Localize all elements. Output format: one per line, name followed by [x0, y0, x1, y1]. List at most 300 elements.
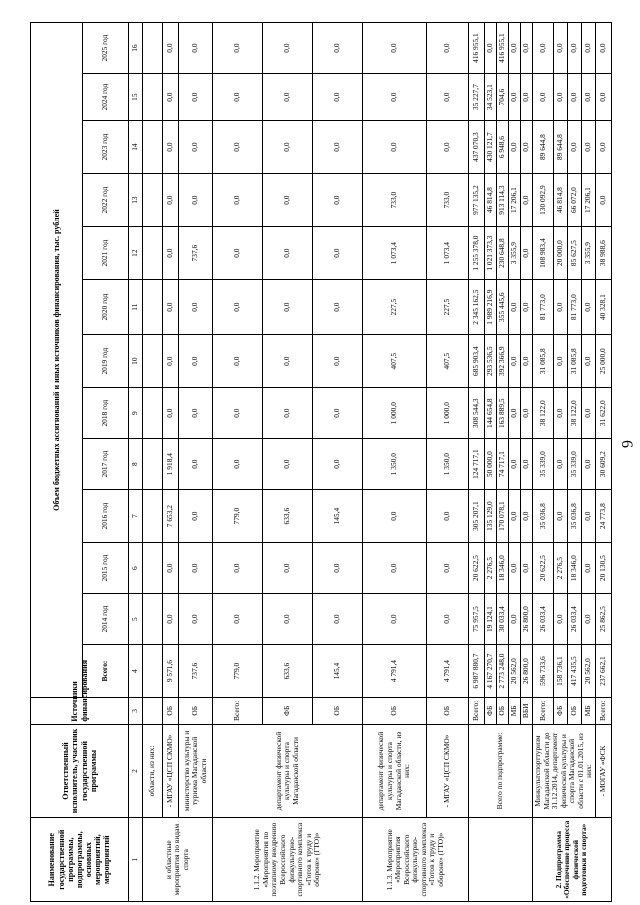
- table-row: [595, 23, 611, 902]
- row-executor-cell: Минкультспорттуризм Магаданской области до 31.12.2014, департамент физической культуры и спорта Магаданской области с 01.01.2015, из них:: [533, 724, 596, 818]
- row-name-cell: [469, 818, 533, 902]
- row-year-cell: 20 130,5: [595, 543, 611, 594]
- row-year-cell: 0,0: [163, 74, 179, 121]
- row-year-cell: 0,0: [509, 490, 521, 543]
- row-year-cell: 685 903,4: [469, 335, 485, 388]
- row-year-cell: 0,0: [179, 174, 213, 227]
- row-year-cell: 0,0: [509, 335, 521, 388]
- row-executor-cell: - МГАУ «ЦСП СКМО»: [427, 724, 469, 818]
- row-year-cell: 74 717,1: [497, 439, 509, 490]
- row-year-cell: 0,0: [363, 594, 427, 645]
- column-index: 8: [129, 439, 143, 490]
- row-year-cell: 0,0: [363, 121, 427, 174]
- row-year-cell: 0,0: [179, 74, 213, 121]
- row-source-cell: ОБ: [179, 698, 213, 725]
- row-total-cell: 237 662,1: [595, 645, 611, 698]
- header-funding: Объем бюджетных ассигнований и иных источников финансирования, тыс. рублей: [31, 23, 83, 698]
- row-year-cell: 0,0: [179, 388, 213, 439]
- table-row: [163, 23, 179, 902]
- row-year-cell: 0,0: [553, 335, 567, 388]
- row-total-cell: 26 800,0: [521, 645, 533, 698]
- row-source-cell: ОБ: [427, 698, 469, 725]
- row-year-cell: 0,0: [179, 439, 213, 490]
- header-year: 2019 год: [83, 335, 129, 388]
- row-year-cell: 355 445,6: [497, 280, 509, 335]
- row-year-cell: 0,0: [213, 335, 263, 388]
- column-index: 10: [129, 335, 143, 388]
- row-source-cell: ОБ: [363, 698, 427, 725]
- row-total-cell: 417 435,5: [567, 645, 581, 698]
- row-year-cell: 6 948,6: [497, 121, 509, 174]
- row-year-cell: 0,0: [263, 121, 313, 174]
- row-year-cell: 66 072,0: [567, 174, 581, 227]
- header-year: 2022 год: [83, 174, 129, 227]
- row-year-cell: 0,0: [213, 174, 263, 227]
- row-total-cell: 20 562,0: [581, 645, 595, 698]
- column-index: 4: [129, 645, 143, 698]
- row-year-cell: 0,0: [553, 23, 567, 74]
- row-year-cell: 1 000,0: [363, 388, 427, 439]
- row-year-cell: 0,0: [521, 227, 533, 280]
- row-year-cell: 0,0: [595, 121, 611, 174]
- column-index: 7: [129, 490, 143, 543]
- row-executor-cell: министерство культуры и туризма Магаданской области: [179, 724, 213, 818]
- row-year-cell: 0,0: [213, 23, 263, 74]
- row-year-cell: 0,0: [179, 594, 213, 645]
- row-year-cell: 0,0: [263, 388, 313, 439]
- funding-table: [30, 22, 612, 902]
- row-year-cell: 0,0: [553, 74, 567, 121]
- row-year-cell: 31 085,8: [567, 335, 581, 388]
- row-year-cell: 145,4: [313, 490, 363, 543]
- row-total-cell: 2 773 248,0: [497, 645, 509, 698]
- row-year-cell: 0,0: [263, 280, 313, 335]
- row-year-cell: 0,0: [163, 335, 179, 388]
- row-year-cell: 0,0: [521, 121, 533, 174]
- row-source-cell: Всего:: [469, 698, 485, 725]
- row-executor-cell: Всего по подпрограмме:: [469, 724, 533, 818]
- row-year-cell: 0,0: [567, 74, 581, 121]
- row-total-cell: 20 562,0: [509, 645, 521, 698]
- row-year-cell: 0,0: [363, 74, 427, 121]
- row-year-cell: 0,0: [581, 23, 595, 74]
- row-year-cell: 1 000,0: [427, 388, 469, 439]
- row-year-cell: 0,0: [263, 227, 313, 280]
- row-year-cell: 0,0: [163, 280, 179, 335]
- row-year-cell: 0,0: [427, 543, 469, 594]
- row-year-cell: 26 800,0: [521, 594, 533, 645]
- column-index: 2: [129, 724, 143, 818]
- row-source-cell: ОБ: [163, 698, 179, 725]
- row-total-cell: 4 791,4: [363, 645, 427, 698]
- row-year-cell: 0,0: [263, 74, 313, 121]
- header-total: Всего:: [83, 645, 129, 698]
- row-year-cell: 308 544,3: [469, 388, 485, 439]
- row-year-cell: 38 988,6: [595, 227, 611, 280]
- row-year-cell: 35 227,7: [469, 74, 485, 121]
- row-year-cell: 20 622,5: [469, 543, 485, 594]
- row-year-cell: 0,0: [581, 74, 595, 121]
- row-year-cell: [143, 439, 163, 490]
- row-year-cell: 1 021 373,3: [485, 227, 497, 280]
- table-row: [427, 23, 469, 902]
- row-executor-cell: департамент физической культуры и спорта Магаданской области, из них:: [363, 724, 427, 818]
- row-year-cell: 779,0: [213, 490, 263, 543]
- row-year-cell: 0,0: [213, 543, 263, 594]
- row-year-cell: 19 124,1: [485, 594, 497, 645]
- row-year-cell: 0,0: [581, 439, 595, 490]
- row-year-cell: 0,0: [553, 490, 567, 543]
- row-year-cell: 34 523,1: [485, 74, 497, 121]
- row-year-cell: 38 122,0: [567, 388, 581, 439]
- row-year-cell: 85 627,5: [567, 227, 581, 280]
- row-year-cell: 81 773,0: [533, 280, 554, 335]
- column-index: 5: [129, 594, 143, 645]
- row-year-cell: 0,0: [179, 543, 213, 594]
- header-year: 2024 год: [83, 74, 129, 121]
- row-source-cell: [143, 698, 163, 725]
- row-year-cell: 733,0: [427, 174, 469, 227]
- row-year-cell: 0,0: [567, 121, 581, 174]
- row-year-cell: 0,0: [553, 280, 567, 335]
- row-year-cell: 0,0: [263, 594, 313, 645]
- header-year: 2016 год: [83, 490, 129, 543]
- row-year-cell: [143, 335, 163, 388]
- row-year-cell: 230 648,8: [497, 227, 509, 280]
- row-year-cell: 0,0: [179, 121, 213, 174]
- row-year-cell: [143, 594, 163, 645]
- header-year: 2014 год: [83, 594, 129, 645]
- row-total-cell: 158 736,1: [553, 645, 567, 698]
- row-year-cell: 0,0: [163, 174, 179, 227]
- row-year-cell: 0,0: [313, 439, 363, 490]
- row-year-cell: 0,0: [427, 74, 469, 121]
- row-year-cell: 305 207,1: [469, 490, 485, 543]
- table-row: [213, 23, 263, 902]
- row-year-cell: 20 622,5: [533, 543, 554, 594]
- row-year-cell: 0,0: [163, 23, 179, 74]
- table-row: [179, 23, 213, 902]
- row-year-cell: [143, 227, 163, 280]
- row-year-cell: 0,0: [509, 594, 521, 645]
- row-year-cell: 0,0: [313, 174, 363, 227]
- row-year-cell: 633,6: [263, 490, 313, 543]
- column-index: 9: [129, 388, 143, 439]
- row-year-cell: 0,0: [313, 280, 363, 335]
- row-year-cell: 0,0: [363, 490, 427, 543]
- row-year-cell: 170 078,1: [497, 490, 509, 543]
- row-year-cell: 977 135,2: [469, 174, 485, 227]
- rotated-table-wrapper: [30, 22, 607, 902]
- row-year-cell: 0,0: [427, 121, 469, 174]
- table-row: [469, 23, 485, 902]
- row-total-cell: 9 571,6: [163, 645, 179, 698]
- row-year-cell: 0,0: [263, 439, 313, 490]
- row-year-cell: 227,5: [363, 280, 427, 335]
- row-year-cell: 31 085,8: [533, 335, 554, 388]
- row-year-cell: 144 654,8: [485, 388, 497, 439]
- header-year: 2025 год: [83, 23, 129, 74]
- row-year-cell: 0,0: [179, 490, 213, 543]
- page-number: 6: [618, 440, 635, 448]
- row-year-cell: 35 339,0: [533, 439, 554, 490]
- row-year-cell: 0,0: [509, 543, 521, 594]
- row-year-cell: 392 366,9: [497, 335, 509, 388]
- row-year-cell: 130 092,9: [533, 174, 554, 227]
- row-total-cell: 779,0: [213, 645, 263, 698]
- row-year-cell: 0,0: [485, 23, 497, 74]
- row-year-cell: 0,0: [163, 388, 179, 439]
- row-year-cell: 704,6: [497, 74, 509, 121]
- header-source: Источники финансирования: [31, 698, 129, 725]
- row-year-cell: 0,0: [313, 74, 363, 121]
- row-total-cell: 4 791,4: [427, 645, 469, 698]
- row-year-cell: 3 355,9: [581, 227, 595, 280]
- row-executor-cell: - МГАУ «ЦСП СКМО»: [163, 724, 179, 818]
- row-year-cell: 135 129,0: [485, 490, 497, 543]
- row-year-cell: 0,0: [263, 335, 313, 388]
- row-year-cell: 0,0: [313, 23, 363, 74]
- row-year-cell: [143, 490, 163, 543]
- row-year-cell: 0,0: [363, 543, 427, 594]
- row-year-cell: 0,0: [363, 23, 427, 74]
- row-year-cell: 0,0: [179, 23, 213, 74]
- row-year-cell: 293 536,5: [485, 335, 497, 388]
- row-year-cell: 0,0: [581, 388, 595, 439]
- row-year-cell: 1 918,4: [163, 439, 179, 490]
- row-year-cell: 0,0: [553, 439, 567, 490]
- row-year-cell: 430 121,7: [485, 121, 497, 174]
- column-index: 6: [129, 543, 143, 594]
- row-year-cell: 1 989 216,9: [485, 280, 497, 335]
- row-year-cell: 0,0: [509, 280, 521, 335]
- row-year-cell: 81 773,0: [567, 280, 581, 335]
- row-year-cell: 0,0: [553, 594, 567, 645]
- row-source-cell: Всего:: [533, 698, 554, 725]
- row-year-cell: 0,0: [521, 280, 533, 335]
- column-index: 3: [129, 698, 143, 725]
- row-year-cell: [143, 280, 163, 335]
- row-year-cell: 0,0: [313, 388, 363, 439]
- row-year-cell: 0,0: [427, 23, 469, 74]
- row-year-cell: 407,5: [427, 335, 469, 388]
- row-year-cell: 0,0: [263, 174, 313, 227]
- row-year-cell: 163 889,5: [497, 388, 509, 439]
- row-year-cell: 7 653,2: [163, 490, 179, 543]
- row-year-cell: 733,0: [363, 174, 427, 227]
- row-year-cell: 0,0: [521, 490, 533, 543]
- header-year: 2021 год: [83, 227, 129, 280]
- row-source-cell: ОБ: [313, 698, 363, 725]
- row-year-cell: 0,0: [509, 121, 521, 174]
- row-year-cell: [143, 121, 163, 174]
- row-year-cell: 0,0: [521, 74, 533, 121]
- row-year-cell: 124 717,1: [469, 439, 485, 490]
- row-year-cell: 0,0: [213, 74, 263, 121]
- column-index: 12: [129, 227, 143, 280]
- row-year-cell: 0,0: [213, 280, 263, 335]
- row-year-cell: 0,0: [263, 543, 313, 594]
- row-year-cell: 0,0: [521, 439, 533, 490]
- column-index: 11: [129, 280, 143, 335]
- row-name-cell: и областные мероприятия по видам спорта: [143, 818, 213, 902]
- row-year-cell: 2 276,5: [485, 543, 497, 594]
- row-year-cell: 46 814,8: [553, 174, 567, 227]
- row-year-cell: 0,0: [581, 594, 595, 645]
- row-year-cell: 30 609,2: [595, 439, 611, 490]
- column-index: 16: [129, 23, 143, 74]
- row-year-cell: 1 073,4: [363, 227, 427, 280]
- row-total-cell: 6 987 880,7: [469, 645, 485, 698]
- header-year: 2018 год: [83, 388, 129, 439]
- row-year-cell: 913 114,3: [497, 174, 509, 227]
- row-year-cell: 25 000,0: [595, 335, 611, 388]
- row-year-cell: 0,0: [263, 23, 313, 74]
- row-source-cell: Всего:: [595, 698, 611, 725]
- row-year-cell: 30 033,4: [497, 594, 509, 645]
- row-executor-cell: департамент физической культуры и спорта Магаданской области: [213, 724, 363, 818]
- row-year-cell: 0,0: [595, 174, 611, 227]
- row-year-cell: 0,0: [581, 280, 595, 335]
- row-year-cell: 0,0: [509, 388, 521, 439]
- row-year-cell: 0,0: [521, 174, 533, 227]
- row-year-cell: 0,0: [213, 121, 263, 174]
- row-year-cell: 0,0: [179, 335, 213, 388]
- row-year-cell: 108 983,4: [533, 227, 554, 280]
- row-year-cell: 0,0: [521, 23, 533, 74]
- row-year-cell: 0,0: [533, 74, 554, 121]
- row-year-cell: 1 350,0: [363, 439, 427, 490]
- row-year-cell: 0,0: [521, 335, 533, 388]
- table-row: [533, 23, 554, 902]
- row-year-cell: 35 036,8: [533, 490, 554, 543]
- row-name-cell: 1.1.3. Мероприятие «Мероприятия Всероссийского физкультурно-спортивного комплекса «Готов к труду и обороне» (ГТО)»: [363, 818, 469, 902]
- row-total-cell: 737,6: [179, 645, 213, 698]
- row-year-cell: 0,0: [313, 227, 363, 280]
- header-year: 2020 год: [83, 280, 129, 335]
- row-year-cell: 18 346,0: [567, 543, 581, 594]
- row-year-cell: 35 339,0: [567, 439, 581, 490]
- row-total-cell: 4 167 270,7: [485, 645, 497, 698]
- column-index: 1: [129, 818, 143, 902]
- row-year-cell: 17 206,1: [509, 174, 521, 227]
- header-year: 2017 год: [83, 439, 129, 490]
- row-year-cell: 17 206,1: [581, 174, 595, 227]
- row-year-cell: 1 073,4: [427, 227, 469, 280]
- row-source-cell: ОБ: [497, 698, 509, 725]
- row-year-cell: 0,0: [313, 121, 363, 174]
- row-year-cell: 0,0: [313, 543, 363, 594]
- row-executor-cell: области, из них:: [143, 724, 163, 818]
- row-source-cell: ФБ: [553, 698, 567, 725]
- row-year-cell: 0,0: [163, 227, 179, 280]
- row-year-cell: 38 122,0: [533, 388, 554, 439]
- row-year-cell: 407,5: [363, 335, 427, 388]
- row-year-cell: 0,0: [163, 121, 179, 174]
- row-year-cell: 0,0: [521, 388, 533, 439]
- header-executor: Ответственный исполнитель, участник государственной программы: [31, 724, 129, 818]
- row-total-cell: 145,4: [313, 645, 363, 698]
- row-year-cell: [143, 543, 163, 594]
- row-source-cell: ФБ: [263, 698, 313, 725]
- column-index: 15: [129, 74, 143, 121]
- row-name-cell: 1.1.2. Мероприятие «Мероприятия по поэтапному внедрению Всероссийского физкультурно-спортивного комплекса «Готов к труду и обороне» (ГТО)»: [213, 818, 363, 902]
- column-index: 14: [129, 121, 143, 174]
- header-name: Наименование государственной программы, подпрограммы, основных мероприятий, мероприятий: [31, 818, 129, 902]
- row-source-cell: МБ: [509, 698, 521, 725]
- row-year-cell: 25 862,5: [595, 594, 611, 645]
- row-year-cell: 2 276,5: [553, 543, 567, 594]
- row-year-cell: 0,0: [509, 74, 521, 121]
- row-year-cell: 24 773,8: [595, 490, 611, 543]
- row-year-cell: 1 350,0: [427, 439, 469, 490]
- row-year-cell: 0,0: [179, 280, 213, 335]
- row-year-cell: 0,0: [581, 121, 595, 174]
- row-year-cell: 227,5: [427, 280, 469, 335]
- row-year-cell: 75 957,5: [469, 594, 485, 645]
- row-year-cell: 89 644,8: [533, 121, 554, 174]
- header-year: 2023 год: [83, 121, 129, 174]
- row-year-cell: 0,0: [581, 543, 595, 594]
- row-year-cell: 0,0: [521, 543, 533, 594]
- row-year-cell: [143, 174, 163, 227]
- header-year: 2015 год: [83, 543, 129, 594]
- row-year-cell: 0,0: [213, 227, 263, 280]
- row-year-cell: 18 346,0: [497, 543, 509, 594]
- row-year-cell: [143, 74, 163, 121]
- table-row: [143, 23, 163, 902]
- row-year-cell: 35 036,8: [567, 490, 581, 543]
- row-year-cell: 416 955,1: [469, 23, 485, 74]
- row-year-cell: 0,0: [567, 23, 581, 74]
- row-source-cell: ОБ: [567, 698, 581, 725]
- row-year-cell: 0,0: [313, 594, 363, 645]
- row-year-cell: 737,6: [179, 227, 213, 280]
- row-year-cell: 46 814,8: [485, 174, 497, 227]
- column-index: 13: [129, 174, 143, 227]
- row-year-cell: 0,0: [533, 23, 554, 74]
- row-year-cell: 0,0: [595, 74, 611, 121]
- row-year-cell: 3 355,9: [509, 227, 521, 280]
- row-source-cell: Всего:: [213, 698, 263, 725]
- row-year-cell: 0,0: [163, 594, 179, 645]
- row-year-cell: 26 033,4: [567, 594, 581, 645]
- row-year-cell: 437 070,3: [469, 121, 485, 174]
- row-year-cell: 0,0: [163, 543, 179, 594]
- row-name-cell: 2. Подпрограмма «Обеспечение процесса физической подготовки и спорта»: [533, 818, 612, 902]
- row-year-cell: 0,0: [313, 335, 363, 388]
- row-year-cell: 0,0: [427, 594, 469, 645]
- row-year-cell: 20 000,0: [553, 227, 567, 280]
- row-year-cell: 31 622,0: [595, 388, 611, 439]
- row-year-cell: 416 955,1: [497, 23, 509, 74]
- row-executor-cell: - МОГАУ «ФСК: [595, 724, 611, 818]
- row-year-cell: [143, 388, 163, 439]
- row-source-cell: ВБИ: [521, 698, 533, 725]
- row-year-cell: [143, 23, 163, 74]
- row-year-cell: 0,0: [427, 490, 469, 543]
- row-year-cell: 40 328,1: [595, 280, 611, 335]
- row-year-cell: 0,0: [553, 388, 567, 439]
- row-total-cell: 633,6: [263, 645, 313, 698]
- table-row: [363, 23, 427, 902]
- row-source-cell: МБ: [581, 698, 595, 725]
- row-year-cell: 0,0: [581, 335, 595, 388]
- row-year-cell: 26 033,4: [533, 594, 554, 645]
- row-year-cell: 2 345 162,5: [469, 280, 485, 335]
- row-year-cell: 0,0: [213, 594, 263, 645]
- row-year-cell: 0,0: [595, 23, 611, 74]
